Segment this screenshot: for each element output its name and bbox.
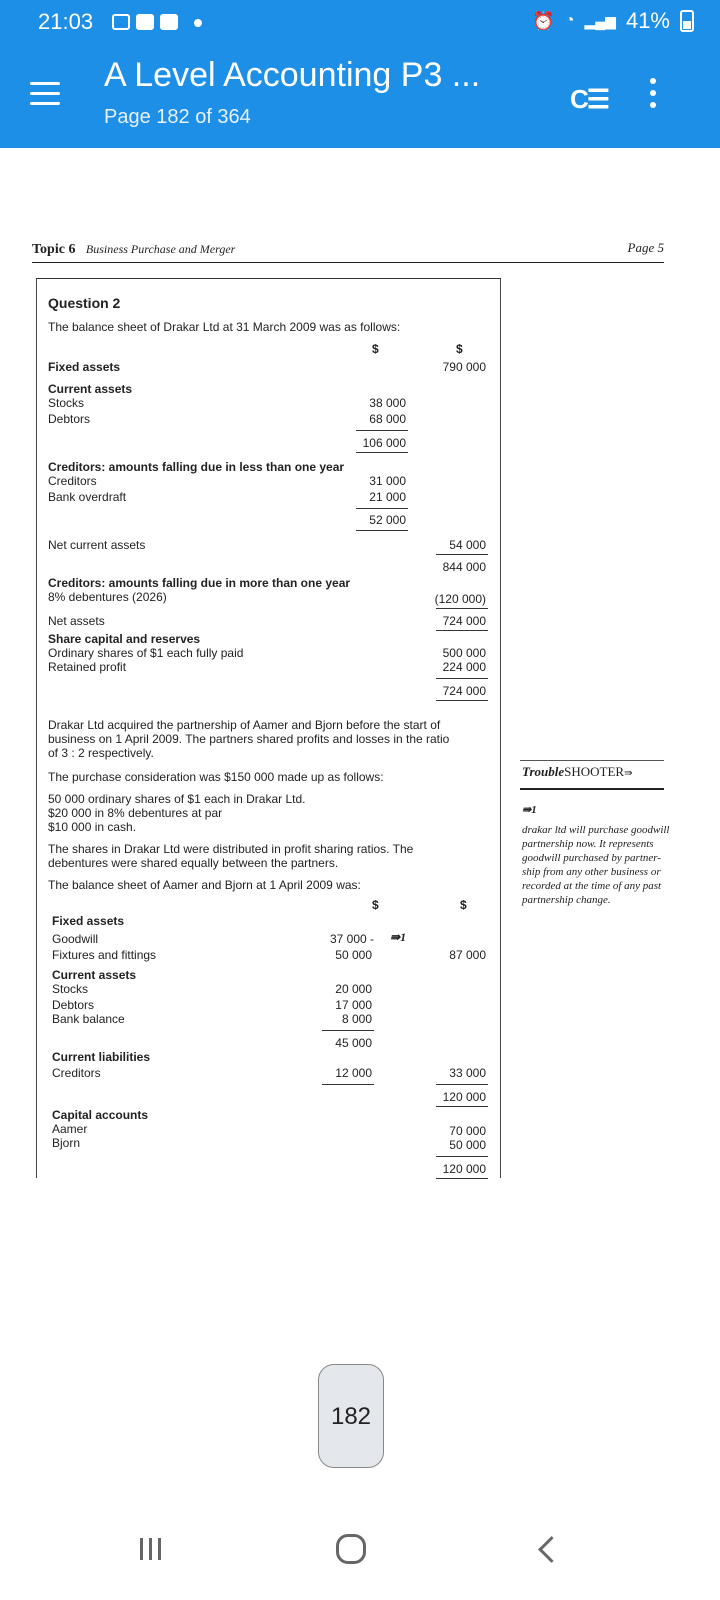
battery-text: 41% bbox=[625, 8, 670, 33]
youtube-icon bbox=[136, 14, 154, 30]
troubleshooter-line-2: partnership now. It represents bbox=[522, 838, 654, 850]
bs1-creditors-value: 31 000 bbox=[369, 474, 406, 488]
para3-line1: The shares in Drakar Ltd were distributed in profit sharing ratios. The bbox=[48, 842, 414, 856]
ref-arrow-icon: ⇛ bbox=[390, 930, 401, 944]
bs1-total: 724 000 bbox=[442, 684, 486, 698]
header-page: Page 5 bbox=[627, 240, 664, 255]
question-intro: The balance sheet of Drakar Ltd at 31 March 2009 was as follows: bbox=[48, 320, 401, 334]
bs1-stocks: Stocks bbox=[48, 396, 85, 410]
troubleshooter-title-script: Trouble bbox=[522, 764, 565, 779]
box-right-border bbox=[500, 278, 501, 1178]
bs1-subtotal: 844 000 bbox=[442, 560, 486, 574]
youtube-icon bbox=[160, 14, 178, 30]
para4: The balance sheet of Aamer and Bjorn at 1 April 2009 was: bbox=[48, 878, 361, 892]
recent-apps-icon[interactable] bbox=[140, 1538, 161, 1560]
bs1-current-assets: Current assets bbox=[48, 382, 133, 396]
para1-line2: business on 1 April 2009. The partners shared profits and losses in the ratio bbox=[48, 732, 450, 746]
box-top-border bbox=[36, 278, 501, 279]
box-left-border bbox=[36, 278, 37, 1178]
header-topic: Topic 6 bbox=[32, 242, 76, 257]
bs1-ca-total: 106 000 bbox=[362, 436, 406, 450]
bs2-col1-header: $ bbox=[372, 898, 379, 912]
bs1-stocks-value: 38 000 bbox=[369, 396, 406, 410]
bs2-net-value: 33 000 bbox=[449, 1066, 486, 1080]
troubleshooter-title bbox=[522, 764, 632, 780]
marker-arrow-icon: ⇛ bbox=[522, 804, 532, 816]
document-page bbox=[0, 148, 720, 1348]
consideration-1: 50 000 ordinary shares of $1 each in Drakar Ltd. bbox=[48, 792, 306, 806]
bs1-bank-overdraft: Bank overdraft bbox=[48, 490, 127, 504]
para1-line3: of 3 : 2 respectively. bbox=[48, 746, 154, 760]
rule bbox=[436, 608, 488, 609]
cell-signal-icon: ▂▄▆ bbox=[584, 12, 616, 29]
bs1-debentures-value: (120 000) bbox=[434, 592, 486, 606]
bs2-col2-header: $ bbox=[460, 898, 467, 912]
wifi-signal-icon: ◔ bbox=[564, 12, 575, 29]
bs2-fixed-total: 87 000 bbox=[449, 948, 486, 962]
para1-line1: Drakar Ltd acquired the partnership of Aamer and Bjorn before the start of bbox=[48, 718, 441, 732]
ref-marker-number: 1 bbox=[400, 930, 407, 944]
bs2-bjorn: Bjorn bbox=[52, 1136, 81, 1150]
bs1-cl-total: 52 000 bbox=[369, 513, 406, 527]
question-title: Question 2 bbox=[48, 295, 121, 311]
rule bbox=[436, 630, 488, 631]
page-counter: Page 182 of 364 bbox=[104, 106, 251, 128]
home-icon[interactable] bbox=[336, 1534, 366, 1564]
more-notifications-icon bbox=[194, 19, 202, 27]
rule bbox=[436, 1084, 488, 1085]
troubleshooter-arrow-icon: ⇛ bbox=[624, 768, 633, 779]
bs2-capital-accounts: Capital accounts bbox=[52, 1108, 149, 1122]
rule bbox=[436, 678, 488, 679]
notification-icons bbox=[112, 14, 202, 30]
rule bbox=[436, 554, 488, 555]
rule bbox=[356, 530, 408, 531]
bs1-fixed-assets-value: 790 000 bbox=[442, 360, 486, 374]
consideration-3: $10 000 in cash. bbox=[48, 820, 137, 834]
header-rule bbox=[32, 262, 664, 263]
bs2-ca-total: 45 000 bbox=[335, 1036, 372, 1050]
bs1-ordinary-shares: Ordinary shares of $1 each fully paid bbox=[48, 646, 244, 660]
back-icon[interactable] bbox=[538, 1536, 565, 1563]
rule bbox=[322, 1030, 374, 1031]
rule bbox=[436, 700, 488, 701]
status-time: 21:03 bbox=[38, 9, 94, 34]
bs1-creditors-short: Creditors: amounts falling due in less than one year bbox=[48, 460, 345, 474]
rule bbox=[436, 1106, 488, 1107]
bs1-net-assets-value: 724 000 bbox=[442, 614, 486, 628]
para3-line2: debentures were shared equally between the partners. bbox=[48, 856, 339, 870]
more-options-icon[interactable] bbox=[650, 78, 656, 114]
bs2-creditors-value: 12 000 bbox=[335, 1066, 372, 1080]
bs1-ordinary-shares-value: 500 000 bbox=[442, 646, 486, 660]
document-title: A Level Accounting P3 ... bbox=[104, 56, 481, 94]
troubleshooter-bottom-rule bbox=[520, 788, 664, 790]
para2: The purchase consideration was $150 000 made up as follows: bbox=[48, 770, 384, 784]
menu-icon[interactable] bbox=[30, 82, 60, 108]
system-icons bbox=[532, 8, 694, 34]
bs1-fixed-assets: Fixed assets bbox=[48, 360, 121, 374]
gallery-icon bbox=[112, 14, 130, 30]
bs2-current-liabilities: Current liabilities bbox=[52, 1050, 151, 1064]
rule bbox=[356, 508, 408, 509]
rule bbox=[356, 452, 408, 453]
bs1-net-assets: Net assets bbox=[48, 614, 105, 628]
troubleshooter-marker-number: 1 bbox=[531, 804, 537, 816]
troubleshooter-title-caps: SHOOTER bbox=[564, 764, 625, 779]
bs2-creditors: Creditors bbox=[52, 1066, 101, 1080]
bs2-fixtures-value: 50 000 bbox=[335, 948, 372, 962]
page-number-indicator[interactable]: 182 bbox=[318, 1364, 384, 1468]
bs1-net-current-assets-value: 54 000 bbox=[449, 538, 486, 552]
bs2-bank-value: 8 000 bbox=[341, 1012, 372, 1026]
bs2-stocks: Stocks bbox=[52, 982, 89, 996]
bs1-share-capital: Share capital and reserves bbox=[48, 632, 201, 646]
bs2-bank: Bank balance bbox=[52, 1012, 125, 1026]
app-bar bbox=[0, 44, 720, 148]
troubleshooter-line-5: recorded at the time of any past bbox=[522, 880, 662, 892]
rule bbox=[322, 1084, 374, 1085]
bs1-creditors-long: Creditors: amounts falling due in more than one year bbox=[48, 576, 351, 590]
rule bbox=[436, 1156, 488, 1157]
consideration-2: $20 000 in 8% debentures at par bbox=[48, 806, 223, 820]
bs2-total-assets: 120 000 bbox=[442, 1090, 486, 1104]
reflow-text-icon[interactable]: C☰ bbox=[570, 84, 609, 114]
bs2-stocks-value: 20 000 bbox=[335, 982, 372, 996]
col1-header: $ bbox=[372, 342, 379, 356]
bs2-aamer-value: 70 000 bbox=[449, 1124, 486, 1138]
bs2-fixtures: Fixtures and fittings bbox=[52, 948, 157, 962]
alarm-icon: ⏰ bbox=[532, 10, 555, 31]
bs1-creditors: Creditors bbox=[48, 474, 97, 488]
bs1-debtors: Debtors bbox=[48, 412, 91, 426]
bs2-goodwill-value: 37 000 - bbox=[330, 932, 375, 946]
bs1-debentures: 8% debentures (2026) bbox=[48, 590, 167, 604]
bs1-debtors-value: 68 000 bbox=[369, 412, 406, 426]
troubleshooter-line-6: partnership change. bbox=[522, 894, 611, 906]
bs2-goodwill: Goodwill bbox=[52, 932, 99, 946]
header-title: Business Purchase and Merger bbox=[85, 242, 236, 256]
bs2-current-assets: Current assets bbox=[52, 968, 137, 982]
troubleshooter-top-rule bbox=[520, 760, 664, 761]
bs1-retained-profit: Retained profit bbox=[48, 660, 127, 674]
bs2-bjorn-value: 50 000 bbox=[449, 1138, 486, 1152]
rule bbox=[436, 1178, 488, 1179]
bs2-aamer: Aamer bbox=[52, 1122, 88, 1136]
troubleshooter-line-1: drakar ltd will purchase goodwill bbox=[522, 824, 670, 836]
battery-icon bbox=[680, 10, 694, 32]
bs2-capital-total: 120 000 bbox=[442, 1162, 486, 1176]
bs1-bank-overdraft-value: 21 000 bbox=[369, 490, 406, 504]
bs1-retained-profit-value: 224 000 bbox=[442, 660, 486, 674]
troubleshooter-ref-marker bbox=[390, 930, 406, 944]
bs2-debtors-value: 17 000 bbox=[335, 998, 372, 1012]
bs1-net-current-assets: Net current assets bbox=[48, 538, 146, 552]
bs2-fixed-assets: Fixed assets bbox=[52, 914, 125, 928]
status-bar bbox=[0, 0, 720, 44]
troubleshooter-line-4: ship from any other business or bbox=[522, 866, 661, 878]
bs2-debtors: Debtors bbox=[52, 998, 95, 1012]
rule bbox=[356, 430, 408, 431]
col2-header: $ bbox=[456, 342, 463, 356]
page-header bbox=[32, 240, 664, 262]
troubleshooter-line-3: goodwill purchased by partner- bbox=[522, 852, 661, 864]
troubleshooter-marker bbox=[522, 804, 537, 817]
